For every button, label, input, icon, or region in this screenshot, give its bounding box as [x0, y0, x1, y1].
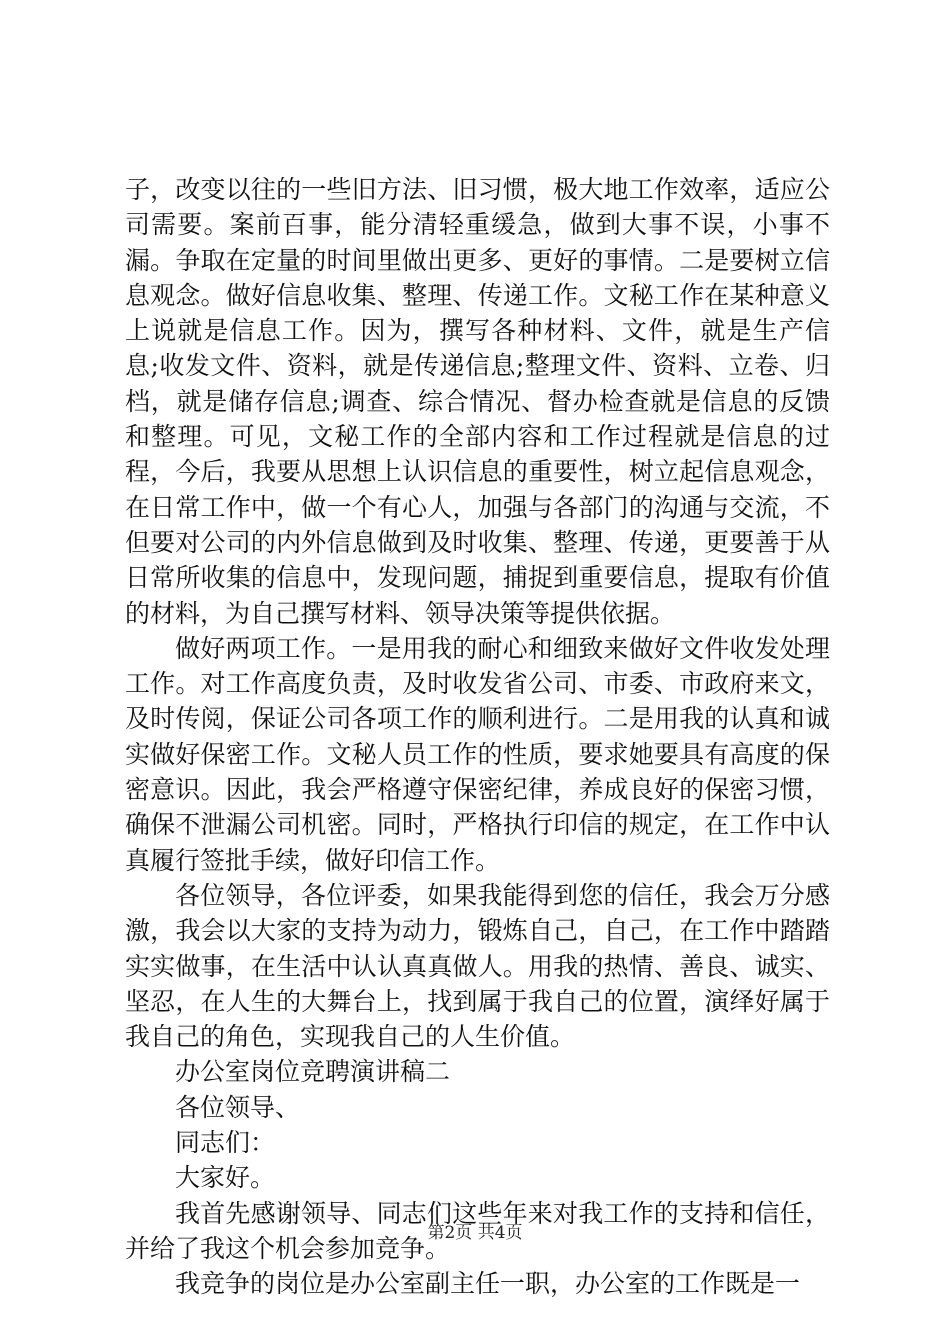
- salutation-leaders: 各位领导、: [175, 1092, 301, 1122]
- paragraph-thanks: 我首先感谢领导、同志们这些年来对我工作的支持和信任，并给了我这个机会参加竞争。: [125, 1198, 830, 1263]
- paragraph-closing: 各位领导，各位评委，如果我能得到您的信任，我会万分感激，我会以大家的支持为动力，锻炼自己，自己，在工作中踏踏实实做事，在生活中认认真真做人。用我的热情、善良、诚实、坚忍，在人生的大舞台上，找到属于我自己的位置，演绎好属于我自己的角色，实现我自己的人生价值。: [125, 880, 830, 1052]
- greeting: 大家好。: [175, 1163, 276, 1193]
- paragraph-position: 我竞争的岗位是办公室副主任一职，办公室的工作既是一: [175, 1269, 801, 1299]
- page-footer: 第2页 共4页: [427, 1223, 523, 1243]
- document-body: [125, 172, 830, 1302]
- paragraph-continuation: 子，改变以往的一些旧方法、旧习惯，极大地工作效率，适应公司需要。案前百事，能分清轻重缓急，做到大事不误，小事不漏。争取在定量的时间里做出更多、更好的事情。二是要树立信息观念。做好信息收集、整理、传递工作。文秘工作在某种意义上说就是信息工作。因为，撰写各种材料、文件，就是生产信息;收发文件、资料，就是传递信息;整理文件、资料、立卷、归档，就是储存信息;调查、综合情况、督办检查就是信息的反馈和整理。可见，文秘工作的全部内容和工作过程就是信息的过程，今后，我要从思想上认识信息的重要性，树立起信息观念，在日常工作中，做一个有心人，加强与各部门的沟通与交流，不但要对公司的内外信息做到及时收集、整理、传递，更要善于从日常所收集的信息中，发现问题，捕捉到重要信息，提取有价值的材料，为自己撰写材料、领导决策等提供依据。: [125, 175, 830, 628]
- paragraph-two-tasks: 做好两项工作。一是用我的耐心和细致来做好文件收发处理工作。对工作高度负责，及时收发省公司、市委、市政府来文，及时传阅，保证公司各项工作的顺利进行。二是用我的认真和诚实做好保密工作。文秘人员工作的性质，要求她要具有高度的保密意识。因此，我会严格遵守保密纪律，养成良好的保密习惯，确保不泄漏公司机密。同时，严格执行印信的规定，在工作中认真履行签批手续，做好印信工作。: [125, 633, 830, 875]
- speech-title: 办公室岗位竞聘演讲稿二: [175, 1057, 451, 1087]
- salutation-comrades: 同志们：: [175, 1128, 276, 1158]
